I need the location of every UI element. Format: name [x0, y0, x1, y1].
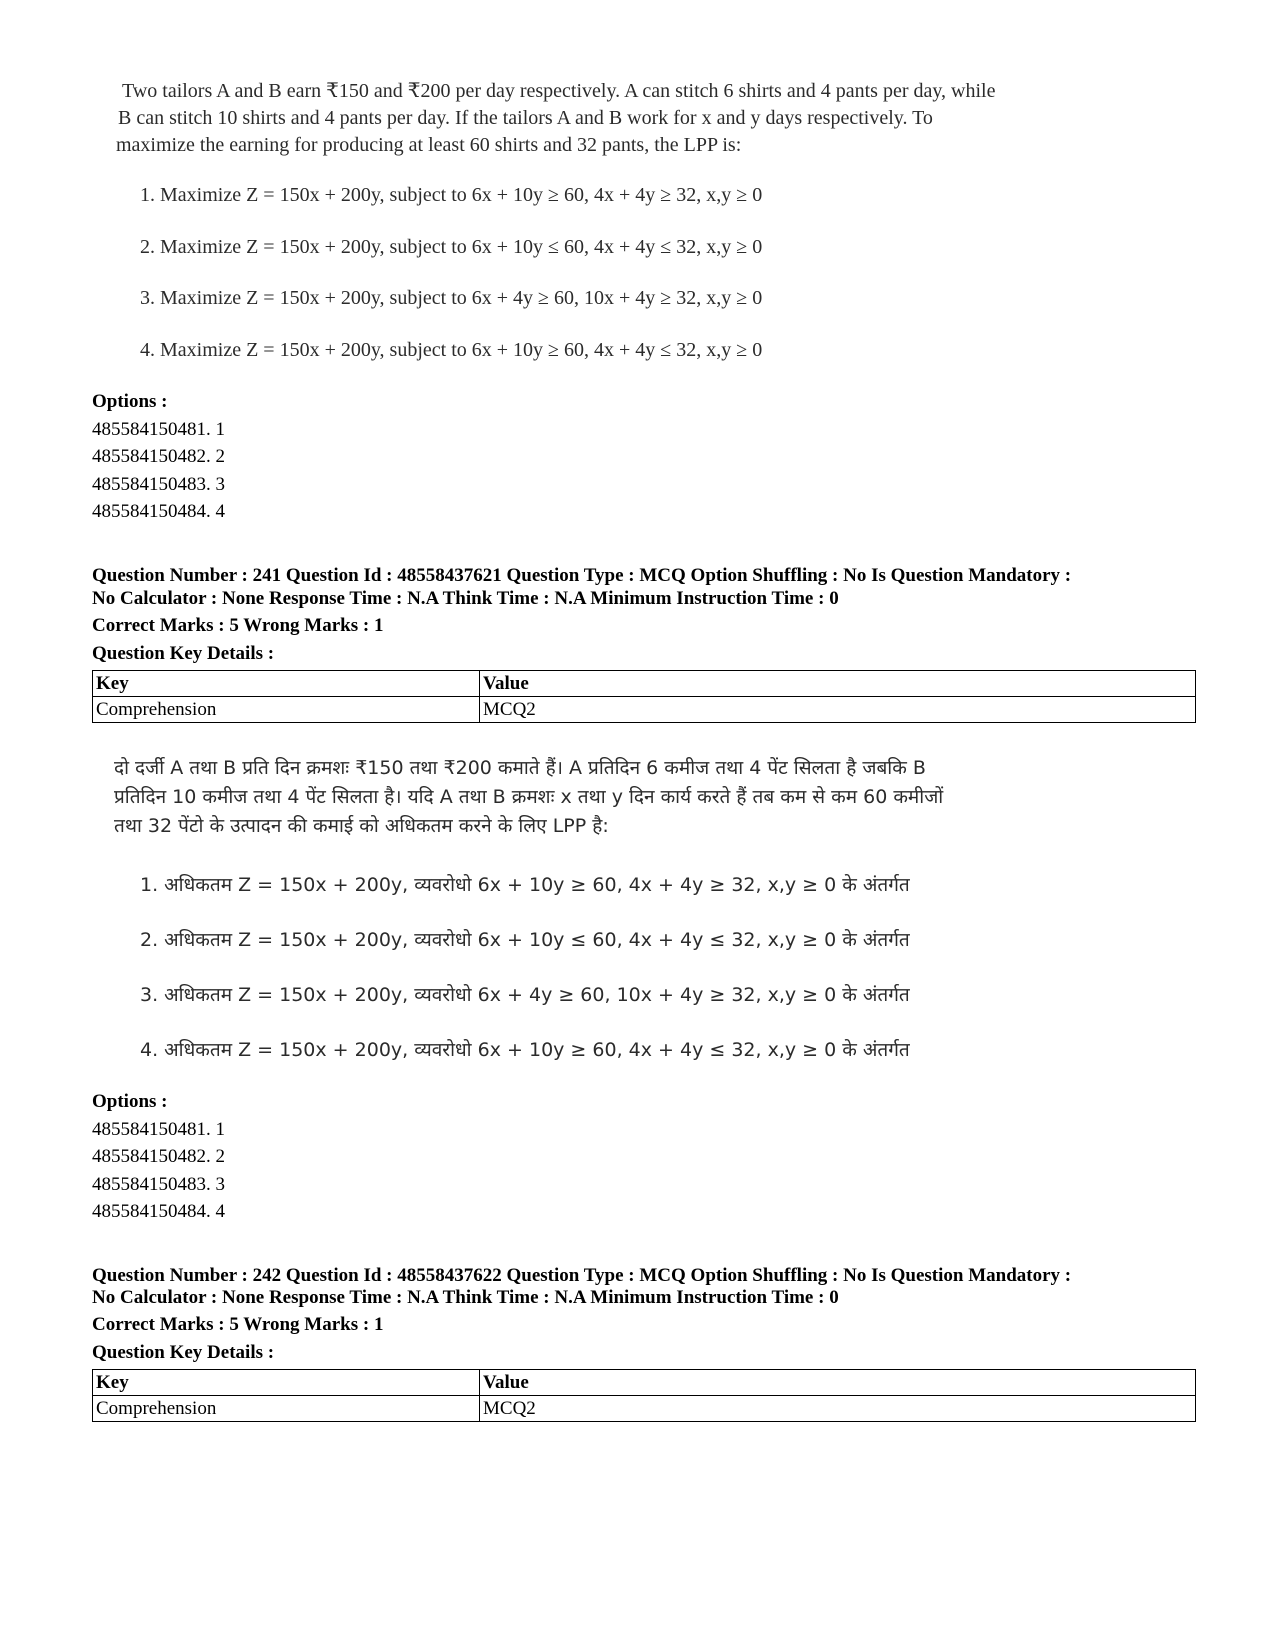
- question-option-2: 2. Maximize Z = 150x + 200y, subject to 6x + 10y ≤ 60, 4x + 4y ≤ 32, x,y ≥ 0: [140, 236, 763, 258]
- question-key-table: [92, 670, 1196, 723]
- question-meta-line: Question Number : 241 Question Id : 48558437621 Question Type : MCQ Option Shuffling : No Is Question Mandatory :: [92, 565, 1072, 586]
- question-option-1: 1. Maximize Z = 150x + 200y, subject to 6x + 10y ≥ 60, 4x + 4y ≥ 32, x,y ≥ 0: [140, 184, 763, 206]
- table-header-cell: Key: [93, 671, 480, 697]
- question-key-label: Question Key Details :: [92, 1342, 275, 1363]
- marks-line: Correct Marks : 5 Wrong Marks : 1: [92, 615, 384, 636]
- option-id-line: 485584150482. 2: [92, 446, 225, 467]
- question-text-line: maximize the earning for producing at least 60 shirts and 32 pants, the LPP is:: [116, 134, 742, 156]
- question-key-label: Question Key Details :: [92, 643, 275, 664]
- table-cell: Comprehension: [93, 1396, 480, 1422]
- table-header-row: [93, 1370, 1196, 1396]
- table-cell: Comprehension: [93, 697, 480, 723]
- option-id-line: 485584150484. 4: [92, 501, 225, 522]
- question-text-line: प्रतिदिन 10 कमीज तथा 4 पेंट सिलता है। यदि A तथा B क्रमशः x तथा y दिन कार्य करते हैं तब कम से कम 60 कमीजों: [114, 786, 944, 808]
- table-row: [93, 697, 1196, 723]
- option-id-line: 485584150483. 3: [92, 474, 225, 495]
- question-text-line: दो दर्जी A तथा B प्रति दिन क्रमशः ₹150 तथा ₹200 कमाते हैं। A प्रतिदिन 6 कमीज तथा 4 पेंट सिलता है जबकि B: [114, 757, 926, 779]
- question-text-line: B can stitch 10 shirts and 4 pants per day. If the tailors A and B work for x and y days respectively. To: [118, 107, 933, 129]
- question-meta-line: No Calculator : None Response Time : N.A Think Time : N.A Minimum Instruction Time : 0: [92, 588, 839, 609]
- question-option-3: 3. Maximize Z = 150x + 200y, subject to 6x + 4y ≥ 60, 10x + 4y ≥ 32, x,y ≥ 0: [140, 287, 763, 309]
- question-key-table: [92, 1369, 1196, 1422]
- options-label: Options :: [92, 391, 168, 412]
- question-option-1: 1. अधिकतम Z = 150x + 200y, व्यवरोधो 6x + 10y ≥ 60, 4x + 4y ≥ 32, x,y ≥ 0 के अंतर्गत: [140, 874, 910, 896]
- question-image-hindi: [110, 754, 1170, 1061]
- options-label: Options :: [92, 1091, 168, 1112]
- table-header-cell: Key: [93, 1370, 480, 1396]
- question-option-4: 4. Maximize Z = 150x + 200y, subject to 6x + 10y ≥ 60, 4x + 4y ≤ 32, x,y ≥ 0: [140, 339, 763, 361]
- question-meta-line: Question Number : 242 Question Id : 48558437622 Question Type : MCQ Option Shuffling : No Is Question Mandatory :: [92, 1265, 1072, 1286]
- marks-line: Correct Marks : 5 Wrong Marks : 1: [92, 1314, 384, 1335]
- question-option-3: 3. अधिकतम Z = 150x + 200y, व्यवरोधो 6x + 4y ≥ 60, 10x + 4y ≥ 32, x,y ≥ 0 के अंतर्गत: [140, 984, 910, 1006]
- table-header-row: [93, 671, 1196, 697]
- question-meta-line: No Calculator : None Response Time : N.A Think Time : N.A Minimum Instruction Time : 0: [92, 1287, 839, 1308]
- option-id-line: 485584150484. 4: [92, 1201, 225, 1222]
- table-header-cell: Value: [480, 1370, 1196, 1396]
- question-option-2: 2. अधिकतम Z = 150x + 200y, व्यवरोधो 6x + 10y ≤ 60, 4x + 4y ≤ 32, x,y ≥ 0 के अंतर्गत: [140, 929, 910, 951]
- option-id-line: 485584150481. 1: [92, 419, 225, 440]
- table-cell: MCQ2: [480, 697, 1196, 723]
- table-cell: MCQ2: [480, 1396, 1196, 1422]
- question-text-line: Two tailors A and B earn ₹150 and ₹200 per day respectively. A can stitch 6 shirts and 4 pants per day, while: [122, 80, 996, 102]
- table-row: [93, 1396, 1196, 1422]
- question-option-4: 4. अधिकतम Z = 150x + 200y, व्यवरोधो 6x + 10y ≥ 60, 4x + 4y ≤ 32, x,y ≥ 0 के अंतर्गत: [140, 1039, 910, 1061]
- table-header-cell: Value: [480, 671, 1196, 697]
- option-id-line: 485584150483. 3: [92, 1174, 225, 1195]
- option-id-line: 485584150482. 2: [92, 1146, 225, 1167]
- option-id-line: 485584150481. 1: [92, 1119, 225, 1140]
- question-text-line: तथा 32 पेंटो के उत्पादन की कमाई को अधिकतम करने के लिए LPP है:: [114, 815, 609, 837]
- question-image-english: [110, 78, 1170, 361]
